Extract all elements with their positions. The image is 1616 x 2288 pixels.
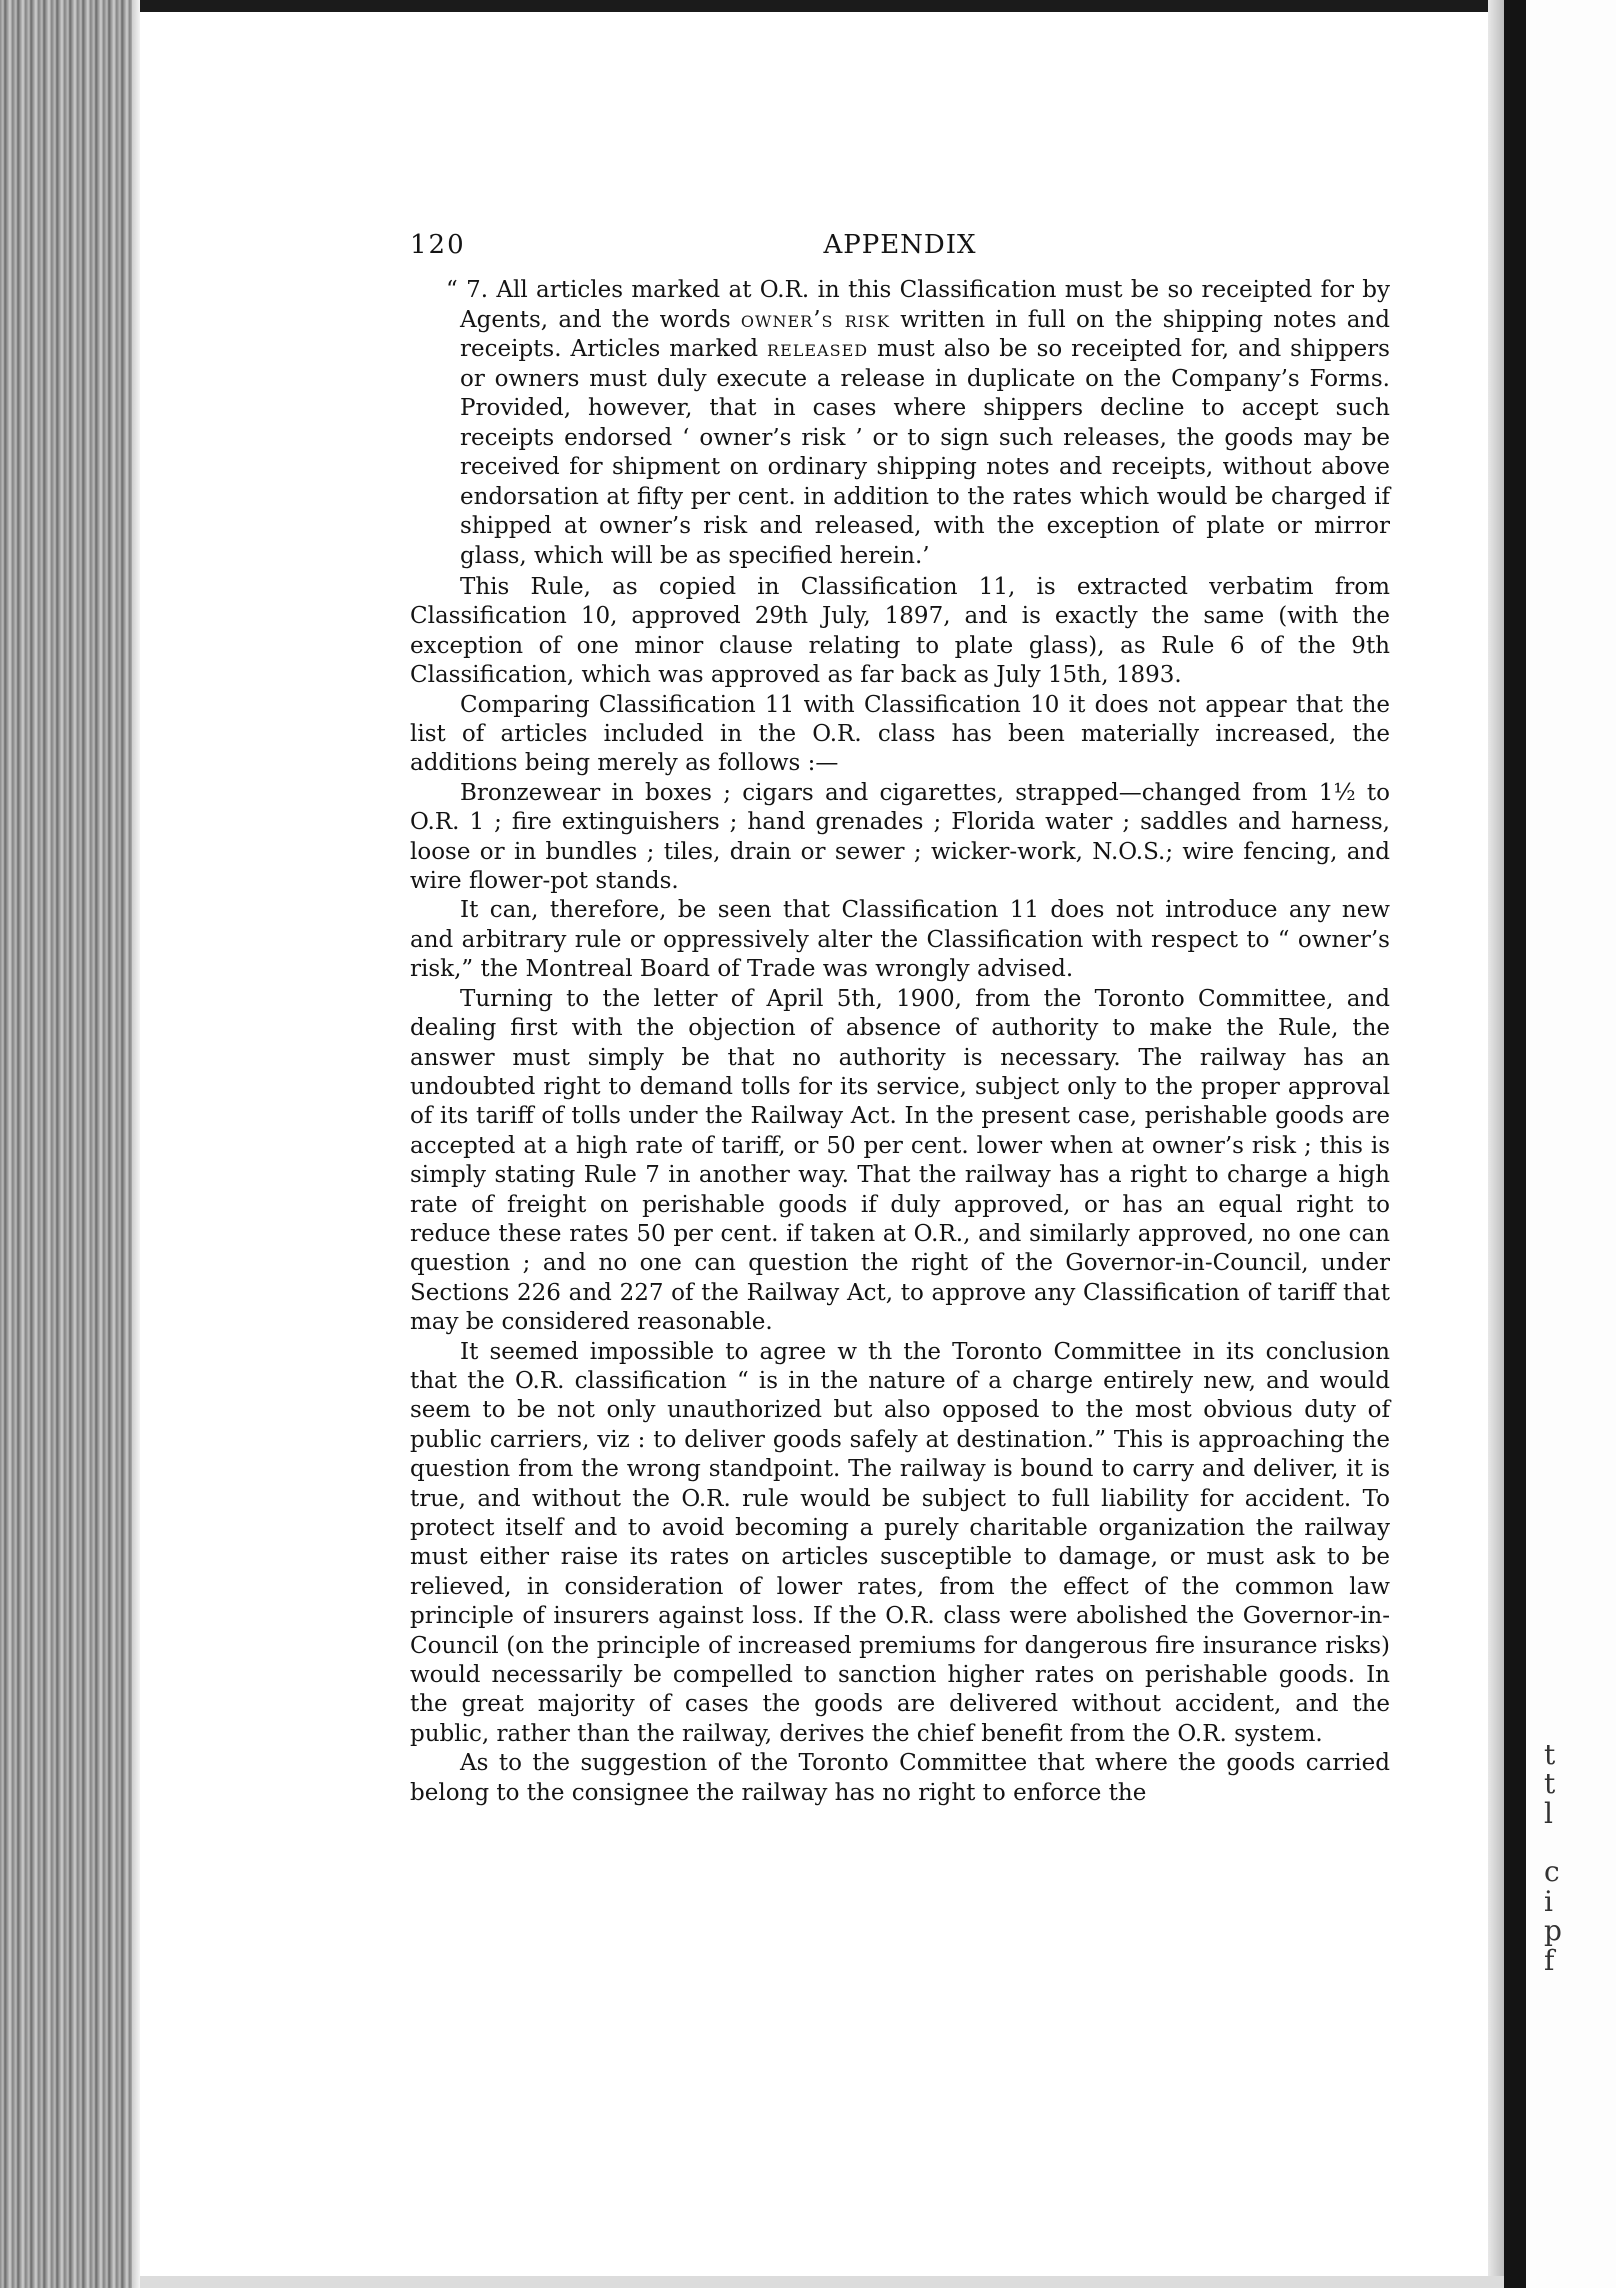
quoted-rule xyxy=(446,276,1390,571)
page-number: 120 xyxy=(410,230,466,260)
facing-page-fragment: p xyxy=(1544,1914,1562,1947)
body-paragraph: This Rule, as copied in Classification 11, is extracted verbatim from Classification 10, approved 29th July, 1897, and is exactly the same (with the exception of one minor clause relating to plate glass), as Rule 6 of the 9th Classification, which was approved as far back as July 15th, 1893. xyxy=(410,574,1390,689)
scan-top-edge xyxy=(0,0,1616,12)
scan-bottom-edge xyxy=(140,2276,1504,2288)
facing-page xyxy=(1526,0,1616,2288)
facing-page-fragment: i xyxy=(1544,1885,1553,1918)
released-term: released xyxy=(767,336,869,362)
body-paragraph: Comparing Classification 11 with Classification 10 it does not appear that the list of articles included in the O.R. class has been materially increased, the additions being merely as follows :— xyxy=(410,691,1390,777)
body-paragraph: Turning to the letter of April 5th, 1900, from the Toronto Committee, and dealing first with the objection of absence of authority to make the Rule, the answer must simply be that no authority is necessary. The railway has an undoubted right to demand tolls for its service, subject only to the proper approval of its tariff of tolls under the Railway Act. In the present case, perishable goods are accepted at a high rate of tariff, or 50 per cent. lower when at owner’s risk ; this is simply stating Rule 7 in another way. That the railway has a right to charge a high rate of freight on perishable goods if duly approved, or has an equal right to reduce these rates 50 per cent. if taken at O.R., and similarly approved, no one can question ; and no one can question the right of the Governor-in-Council, under Sections 226 and 227 of the Railway Act, to approve any Classification of tariff that may be considered reasonable. xyxy=(410,985,1390,1336)
quoted-rule-text xyxy=(446,276,1390,571)
body-paragraph: It can, therefore, be seen that Classification 11 does not introduce any new and arbitrary rule or oppressively alter the Classification with respect to “ owner’s risk,” the Montreal Board of Trade was wrongly advised. xyxy=(410,897,1390,983)
owners-risk-term: owner’s risk xyxy=(740,306,890,333)
facing-page-fragment: t xyxy=(1544,1767,1556,1800)
quote-segment: “ 7. All articles marked at O.R. in this Classification must be so receipted for by Agents, and the words xyxy=(446,277,1390,333)
quote-segment: written in full on the shipping notes and receipts. Articles marked xyxy=(460,306,1390,362)
page-body xyxy=(410,230,1390,1808)
page-header xyxy=(410,230,1390,276)
body-paragraph: It seemed impossible to agree w th the Toronto Committee in its conclusion that the O.R. classification “ is in the nature of a charge entirely new, and would seem to be not only unauthorized but also opposed to the most obvious duty of public carriers, viz : to deliver goods safely at destination.” This is approaching the question from the wrong standpoint. The railway is bound to carry and deliver, it is true, and without the O.R. rule would be subject to full liability for accident. To protect itself and to avoid becoming a purely charitable organization the railway must either raise its rates on articles susceptible to damage, or must ask to be relieved, in consideration of lower rates, from the effect of the common law principle of insurers against loss. If the O.R. class were abolished the Governor-in-Council (on the principle of increased premiums for dangerous fire insurance risks) would necessarily be compelled to sanction higher rates on perishable goods. In the great majority of cases the goods are delivered without accident, and the public, rather than the railway, derives the chief benefit from the O.R. system. xyxy=(410,1338,1390,1747)
body-paragraph: Bronzewear in boxes ; cigars and cigarettes, strapped—changed from 1½ to O.R. 1 ; fire extinguishers ; hand grenades ; Florida water ; saddles and harness, loose or in bundles ; tiles, drain or sewer ; wicker-work, N.O.S.; wire fencing, and wire flower-pot stands. xyxy=(410,779,1390,895)
facing-page-fragment: t xyxy=(1544,1738,1556,1771)
body-paragraph: As to the suggestion of the Toronto Committee that where the goods carried belong to the consignee the railway has no right to enforce the xyxy=(410,1750,1390,1806)
gutter-shadow xyxy=(1488,0,1504,2288)
running-title: APPENDIX xyxy=(823,230,977,260)
facing-page-fragment: f xyxy=(1544,1944,1555,1977)
book-page-edges xyxy=(0,0,140,2288)
facing-page-border xyxy=(1504,0,1526,2288)
facing-page-fragment: l xyxy=(1544,1797,1553,1830)
facing-page-fragment: c xyxy=(1544,1855,1560,1888)
quote-segment: must also be so receipted for, and shippers or owners must duly execute a release in duplicate on the Company’s Forms. Provided, however, that in cases where shippers decline to accept such receipts endorsed ‘ owner’s risk ’ or to sign such releases, the goods may be received for shipment on ordinary shipping notes and receipts, without above endorsation at fifty per cent. in addition to the rates which would be charged if shipped at owner’s risk and released, with the exception of plate or mirror glass, which will be as specified herein.’ xyxy=(460,336,1390,569)
